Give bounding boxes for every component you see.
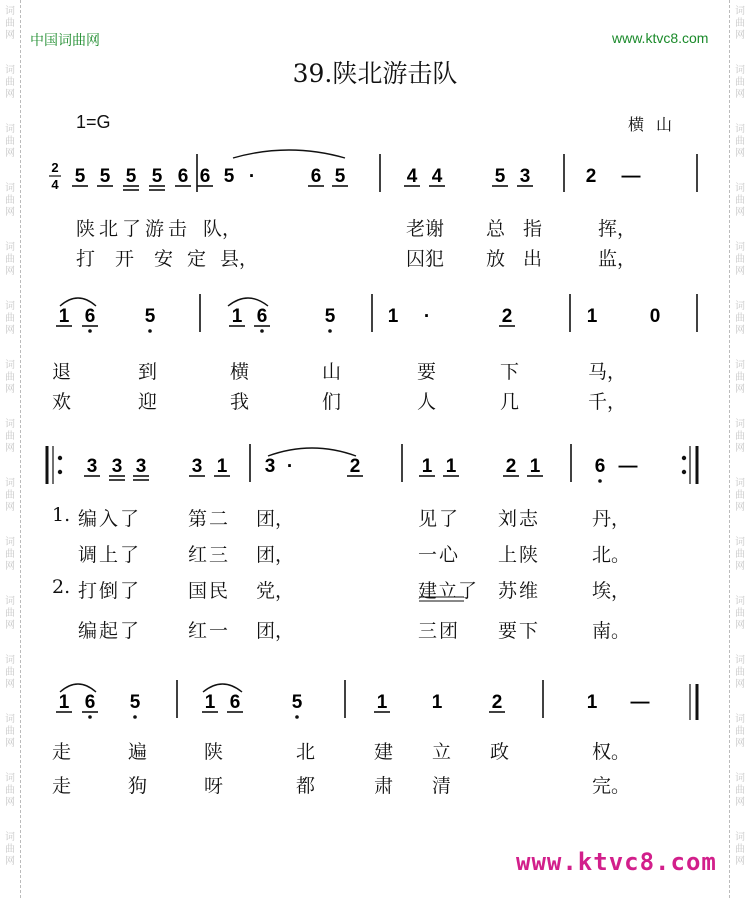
note: 2 xyxy=(505,456,517,477)
note: 1 xyxy=(387,306,399,327)
watermark-char: 词 xyxy=(735,301,745,312)
note: 1 xyxy=(586,306,598,327)
watermark-char: 词 xyxy=(735,124,745,135)
watermark-char: 曲 xyxy=(5,431,15,442)
note: 5 xyxy=(291,692,303,713)
watermark-char: 词 xyxy=(735,65,745,76)
watermark-char: 词 xyxy=(735,832,745,843)
watermark-char: 词 xyxy=(735,714,745,725)
watermark-char: 词 xyxy=(5,360,15,371)
note: 5 xyxy=(129,692,141,713)
note: 0 xyxy=(649,306,661,327)
watermark-char: 曲 xyxy=(735,785,745,796)
watermark-char: 网 xyxy=(5,738,15,749)
watermark-char: 网 xyxy=(735,207,745,218)
watermark-char: 网 xyxy=(735,266,745,277)
note: 1 xyxy=(529,456,541,477)
note: 5 xyxy=(494,166,506,187)
octave-dot xyxy=(328,329,332,333)
note: 2 xyxy=(501,306,513,327)
note: 6 xyxy=(229,692,241,713)
note: — xyxy=(630,692,650,713)
watermark-char: 曲 xyxy=(5,195,15,206)
watermark-char: 词 xyxy=(5,773,15,784)
note: 6 xyxy=(199,166,211,187)
lyric-line-1: 陕北了游击 队， 老谢 总指 挥， xyxy=(76,218,637,240)
watermark-char: 词 xyxy=(5,537,15,548)
note: 3 xyxy=(191,456,203,477)
watermark-char: 曲 xyxy=(5,254,15,265)
watermark-char: 网 xyxy=(5,856,15,867)
note: 6 xyxy=(84,692,96,713)
watermark-char: 曲 xyxy=(5,136,15,147)
watermark-char: 曲 xyxy=(5,490,15,501)
note: 6 xyxy=(84,306,96,327)
watermark-char: 曲 xyxy=(5,608,15,619)
watermark-char: 网 xyxy=(5,207,15,218)
watermark-char: 曲 xyxy=(735,77,745,88)
author: 横山 xyxy=(628,115,685,134)
watermark-char: 曲 xyxy=(735,313,745,324)
note: 1 xyxy=(445,456,457,477)
note: 5 xyxy=(324,306,336,327)
watermark-char: 词 xyxy=(735,6,745,17)
watermark-char: 曲 xyxy=(735,844,745,855)
watermark-char: 曲 xyxy=(5,372,15,383)
watermark-char: 曲 xyxy=(735,726,745,737)
slur xyxy=(268,448,356,456)
watermark-char: 曲 xyxy=(5,667,15,678)
note: 1 xyxy=(376,692,388,713)
watermark-char: 网 xyxy=(5,30,15,41)
note: 6 xyxy=(177,166,189,187)
watermark-char: 网 xyxy=(5,89,15,100)
watermark-char: 曲 xyxy=(5,313,15,324)
watermark-char: 网 xyxy=(735,679,745,690)
watermark-char: 词 xyxy=(735,537,745,548)
note: 1 xyxy=(231,306,243,327)
watermark-char: 词 xyxy=(5,183,15,194)
note: 1 xyxy=(58,692,70,713)
watermark-char: 词 xyxy=(5,655,15,666)
watermark-char: 词 xyxy=(735,183,745,194)
note: 4 xyxy=(406,166,418,187)
note: 6 xyxy=(594,456,606,477)
watermark-char: 曲 xyxy=(5,785,15,796)
watermark-char: 网 xyxy=(5,561,15,572)
note: 5 xyxy=(151,166,163,187)
note: 6 xyxy=(310,166,322,187)
note: — xyxy=(621,166,641,187)
octave-dot xyxy=(148,329,152,333)
note: 6 xyxy=(256,306,268,327)
note: 2 xyxy=(491,692,503,713)
watermark-char: 网 xyxy=(735,502,745,513)
watermark-char: 词 xyxy=(5,714,15,725)
watermark-char: 网 xyxy=(5,325,15,336)
note: 1 xyxy=(421,456,433,477)
watermark-char: 曲 xyxy=(735,667,745,678)
watermark-char: 网 xyxy=(5,797,15,808)
watermark-char: 网 xyxy=(5,502,15,513)
watermark-char: 曲 xyxy=(735,18,745,29)
watermark-char: 网 xyxy=(735,797,745,808)
octave-dot xyxy=(88,329,92,333)
watermark-char: 词 xyxy=(5,6,15,17)
watermark-char: 网 xyxy=(735,148,745,159)
watermark-char: 曲 xyxy=(735,254,745,265)
octave-dot xyxy=(295,715,299,719)
note: 2 xyxy=(349,456,361,477)
watermark-char: 词 xyxy=(5,124,15,135)
octave-dot xyxy=(598,479,602,483)
watermark-char: 曲 xyxy=(735,372,745,383)
watermark-char: 词 xyxy=(735,655,745,666)
note: 1 xyxy=(216,456,228,477)
watermark-char: 词 xyxy=(5,242,15,253)
note: 3 xyxy=(519,166,531,187)
watermark-char: 曲 xyxy=(5,726,15,737)
watermark-char: 词 xyxy=(5,419,15,430)
watermark-char: 曲 xyxy=(735,431,745,442)
watermark-char: 词 xyxy=(735,596,745,607)
watermark-char: 词 xyxy=(735,478,745,489)
time-signature-bottom: 4 xyxy=(51,177,59,192)
slur xyxy=(60,298,96,306)
slur xyxy=(60,684,96,692)
note: 3 xyxy=(86,456,98,477)
watermark-char: 词 xyxy=(735,242,745,253)
lyric-line-2: 打开安定县， 囚犯 放出 监， xyxy=(76,248,637,270)
watermark-char: 曲 xyxy=(5,549,15,560)
note: 5 xyxy=(144,306,156,327)
watermark-char: 网 xyxy=(735,30,745,41)
repeat-dot xyxy=(58,470,62,474)
note: 5 xyxy=(99,166,111,187)
watermark-char: 网 xyxy=(735,856,745,867)
key-signature: 1=G xyxy=(76,112,111,132)
watermark-char: 词 xyxy=(735,419,745,430)
watermark-char: 网 xyxy=(5,679,15,690)
watermark-char: 网 xyxy=(735,325,745,336)
watermark-char: 网 xyxy=(735,738,745,749)
watermark-char: 曲 xyxy=(5,844,15,855)
note: 3 xyxy=(264,456,276,477)
watermark-char: 曲 xyxy=(5,77,15,88)
song-title: 39.陕北游击队 xyxy=(292,59,458,88)
watermark-char: 曲 xyxy=(5,18,15,29)
note: 5 xyxy=(74,166,86,187)
slur xyxy=(203,684,242,692)
watermark-char: 词 xyxy=(5,596,15,607)
note: · xyxy=(286,456,294,477)
watermark-char: 曲 xyxy=(735,136,745,147)
watermark-char: 网 xyxy=(735,384,745,395)
watermark-char: 曲 xyxy=(735,195,745,206)
watermark-char: 曲 xyxy=(735,549,745,560)
watermark-char: 网 xyxy=(5,148,15,159)
watermark-char: 词 xyxy=(735,360,745,371)
note: 5 xyxy=(125,166,137,187)
note: 1 xyxy=(204,692,216,713)
note: 5 xyxy=(334,166,346,187)
repeat-dot xyxy=(58,456,62,460)
watermark-char: 网 xyxy=(5,266,15,277)
octave-dot xyxy=(88,715,92,719)
note: 5 xyxy=(223,166,235,187)
watermark-char: 网 xyxy=(735,561,745,572)
note: 3 xyxy=(135,456,147,477)
slur xyxy=(228,298,268,306)
site-logo-url: www.ktvc8.com xyxy=(516,848,717,876)
octave-dot xyxy=(133,715,137,719)
octave-dot xyxy=(260,329,264,333)
note: 1 xyxy=(586,692,598,713)
note: · xyxy=(423,306,431,327)
watermark-char: 词 xyxy=(5,65,15,76)
watermark-char: 网 xyxy=(5,384,15,395)
watermark-char: 曲 xyxy=(735,608,745,619)
note: 1 xyxy=(431,692,443,713)
watermark-char: 词 xyxy=(5,478,15,489)
watermark-char: 网 xyxy=(735,89,745,100)
repeat-dot xyxy=(682,470,686,474)
note: 3 xyxy=(111,456,123,477)
note: — xyxy=(618,456,638,477)
note: 4 xyxy=(431,166,443,187)
watermark-char: 曲 xyxy=(735,490,745,501)
watermark-char: 网 xyxy=(5,620,15,631)
site-name: 中国词曲网 xyxy=(30,32,100,48)
repeat-dot xyxy=(682,456,686,460)
slur xyxy=(233,150,345,158)
note: 1 xyxy=(58,306,70,327)
watermark-char: 网 xyxy=(5,443,15,454)
time-signature-top: 2 xyxy=(51,160,59,175)
watermark-char: 词 xyxy=(735,773,745,784)
site-url: www.ktvc8.com xyxy=(612,30,709,46)
note: 2 xyxy=(585,166,597,187)
watermark-char: 词 xyxy=(5,832,15,843)
note: · xyxy=(248,166,256,187)
watermark-char: 网 xyxy=(735,443,745,454)
watermark-char: 网 xyxy=(735,620,745,631)
watermark-char: 词 xyxy=(5,301,15,312)
